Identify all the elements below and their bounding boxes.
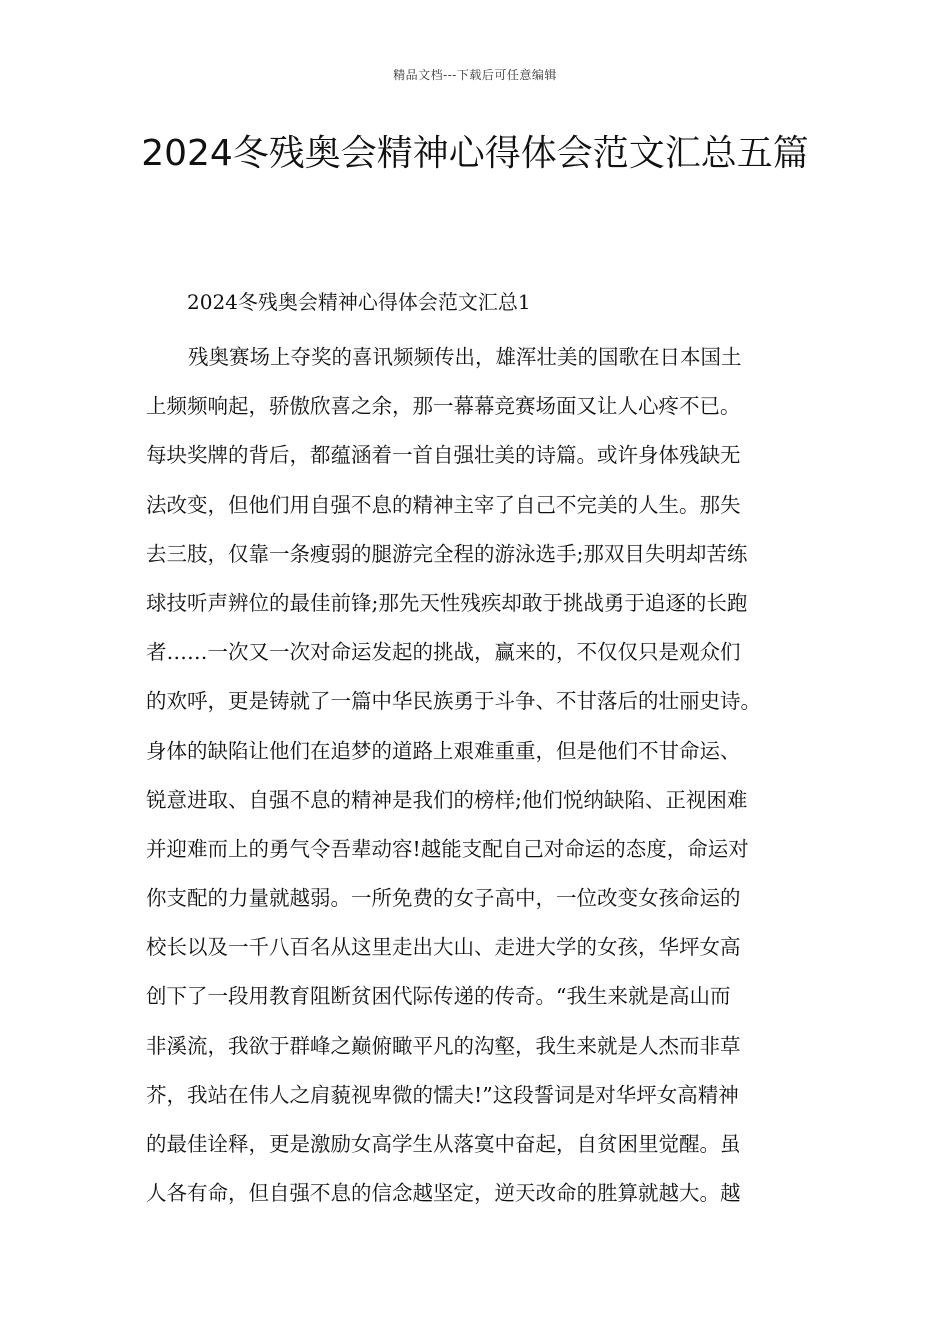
- document-title: 2024冬残奥会精神心得体会范文汇总五篇: [141, 133, 809, 174]
- body-line: 芥，我站在伟人之肩藐视卑微的懦夫!”这段誓词是对华坪女高精神: [146, 1082, 739, 1107]
- body-line: 残奥赛场上夺奖的喜讯频频传出，雄浑壮美的国歌在日本国土: [188, 345, 742, 369]
- body-line: 校长以及一千八百名从这里走出大山、走进大学的女孩，华坪女高: [146, 935, 741, 960]
- body-line: 你支配的力量就越弱。一所免费的女子高中，一位改变女孩命运的: [146, 886, 741, 911]
- body-line: 的欢呼，更是铸就了一篇中华民族勇于斗争、不甘落后的壮丽史诗。: [146, 689, 761, 714]
- body-line: 上频频响起，骄傲欣喜之余，那一幕幕竞赛场面又让人心疼不已。: [146, 394, 741, 419]
- body-line: 锐意进取、自强不息的精神是我们的榜样;他们悦纳缺陷、正视困难: [146, 787, 748, 812]
- body-line: 并迎难而上的勇气令吾辈动容!越能支配自己对命运的态度，命运对: [146, 836, 749, 861]
- body-line: 创下了一段用教育阻断贫困代际传递的传奇。“我生来就是高山而: [146, 984, 731, 1009]
- body-line: 的最佳诠释，更是激励女高学生从落寞中奋起，自贫困里觉醒。虽: [146, 1132, 741, 1156]
- header-note: 精品文档---下载后可任意编辑: [393, 68, 557, 82]
- body-text: [146, 333, 836, 1218]
- body-line: 身体的缺陷让他们在追梦的道路上艰难重重，但是他们不甘命运、: [146, 738, 741, 763]
- body-line: 者……一次又一次对命运发起的挑战，赢来的，不仅仅只是观众们: [146, 640, 741, 665]
- body-line: 去三肢，仅靠一条瘦弱的腿游完全程的游泳选手;那双目失明却苦练: [146, 541, 748, 566]
- body-line: 人各有命，但自强不息的信念越坚定，逆天改命的胜算就越大。越: [146, 1181, 741, 1206]
- section-heading: 2024冬残奥会精神心得体会范文汇总1: [187, 290, 531, 314]
- body-line: 非溪流，我欲于群峰之巅俯瞰平凡的沟壑，我生来就是人杰而非草: [146, 1033, 741, 1058]
- body-line: 法改变，但他们用自强不息的精神主宰了自己不完美的人生。那失: [146, 492, 741, 517]
- body-line: 每块奖牌的背后，都蕴涵着一首自强壮美的诗篇。或许身体残缺无: [146, 443, 741, 468]
- body-line: 球技听声辨位的最佳前锋;那先天性残疾却敢于挑战勇于追逐的长跑: [146, 590, 748, 615]
